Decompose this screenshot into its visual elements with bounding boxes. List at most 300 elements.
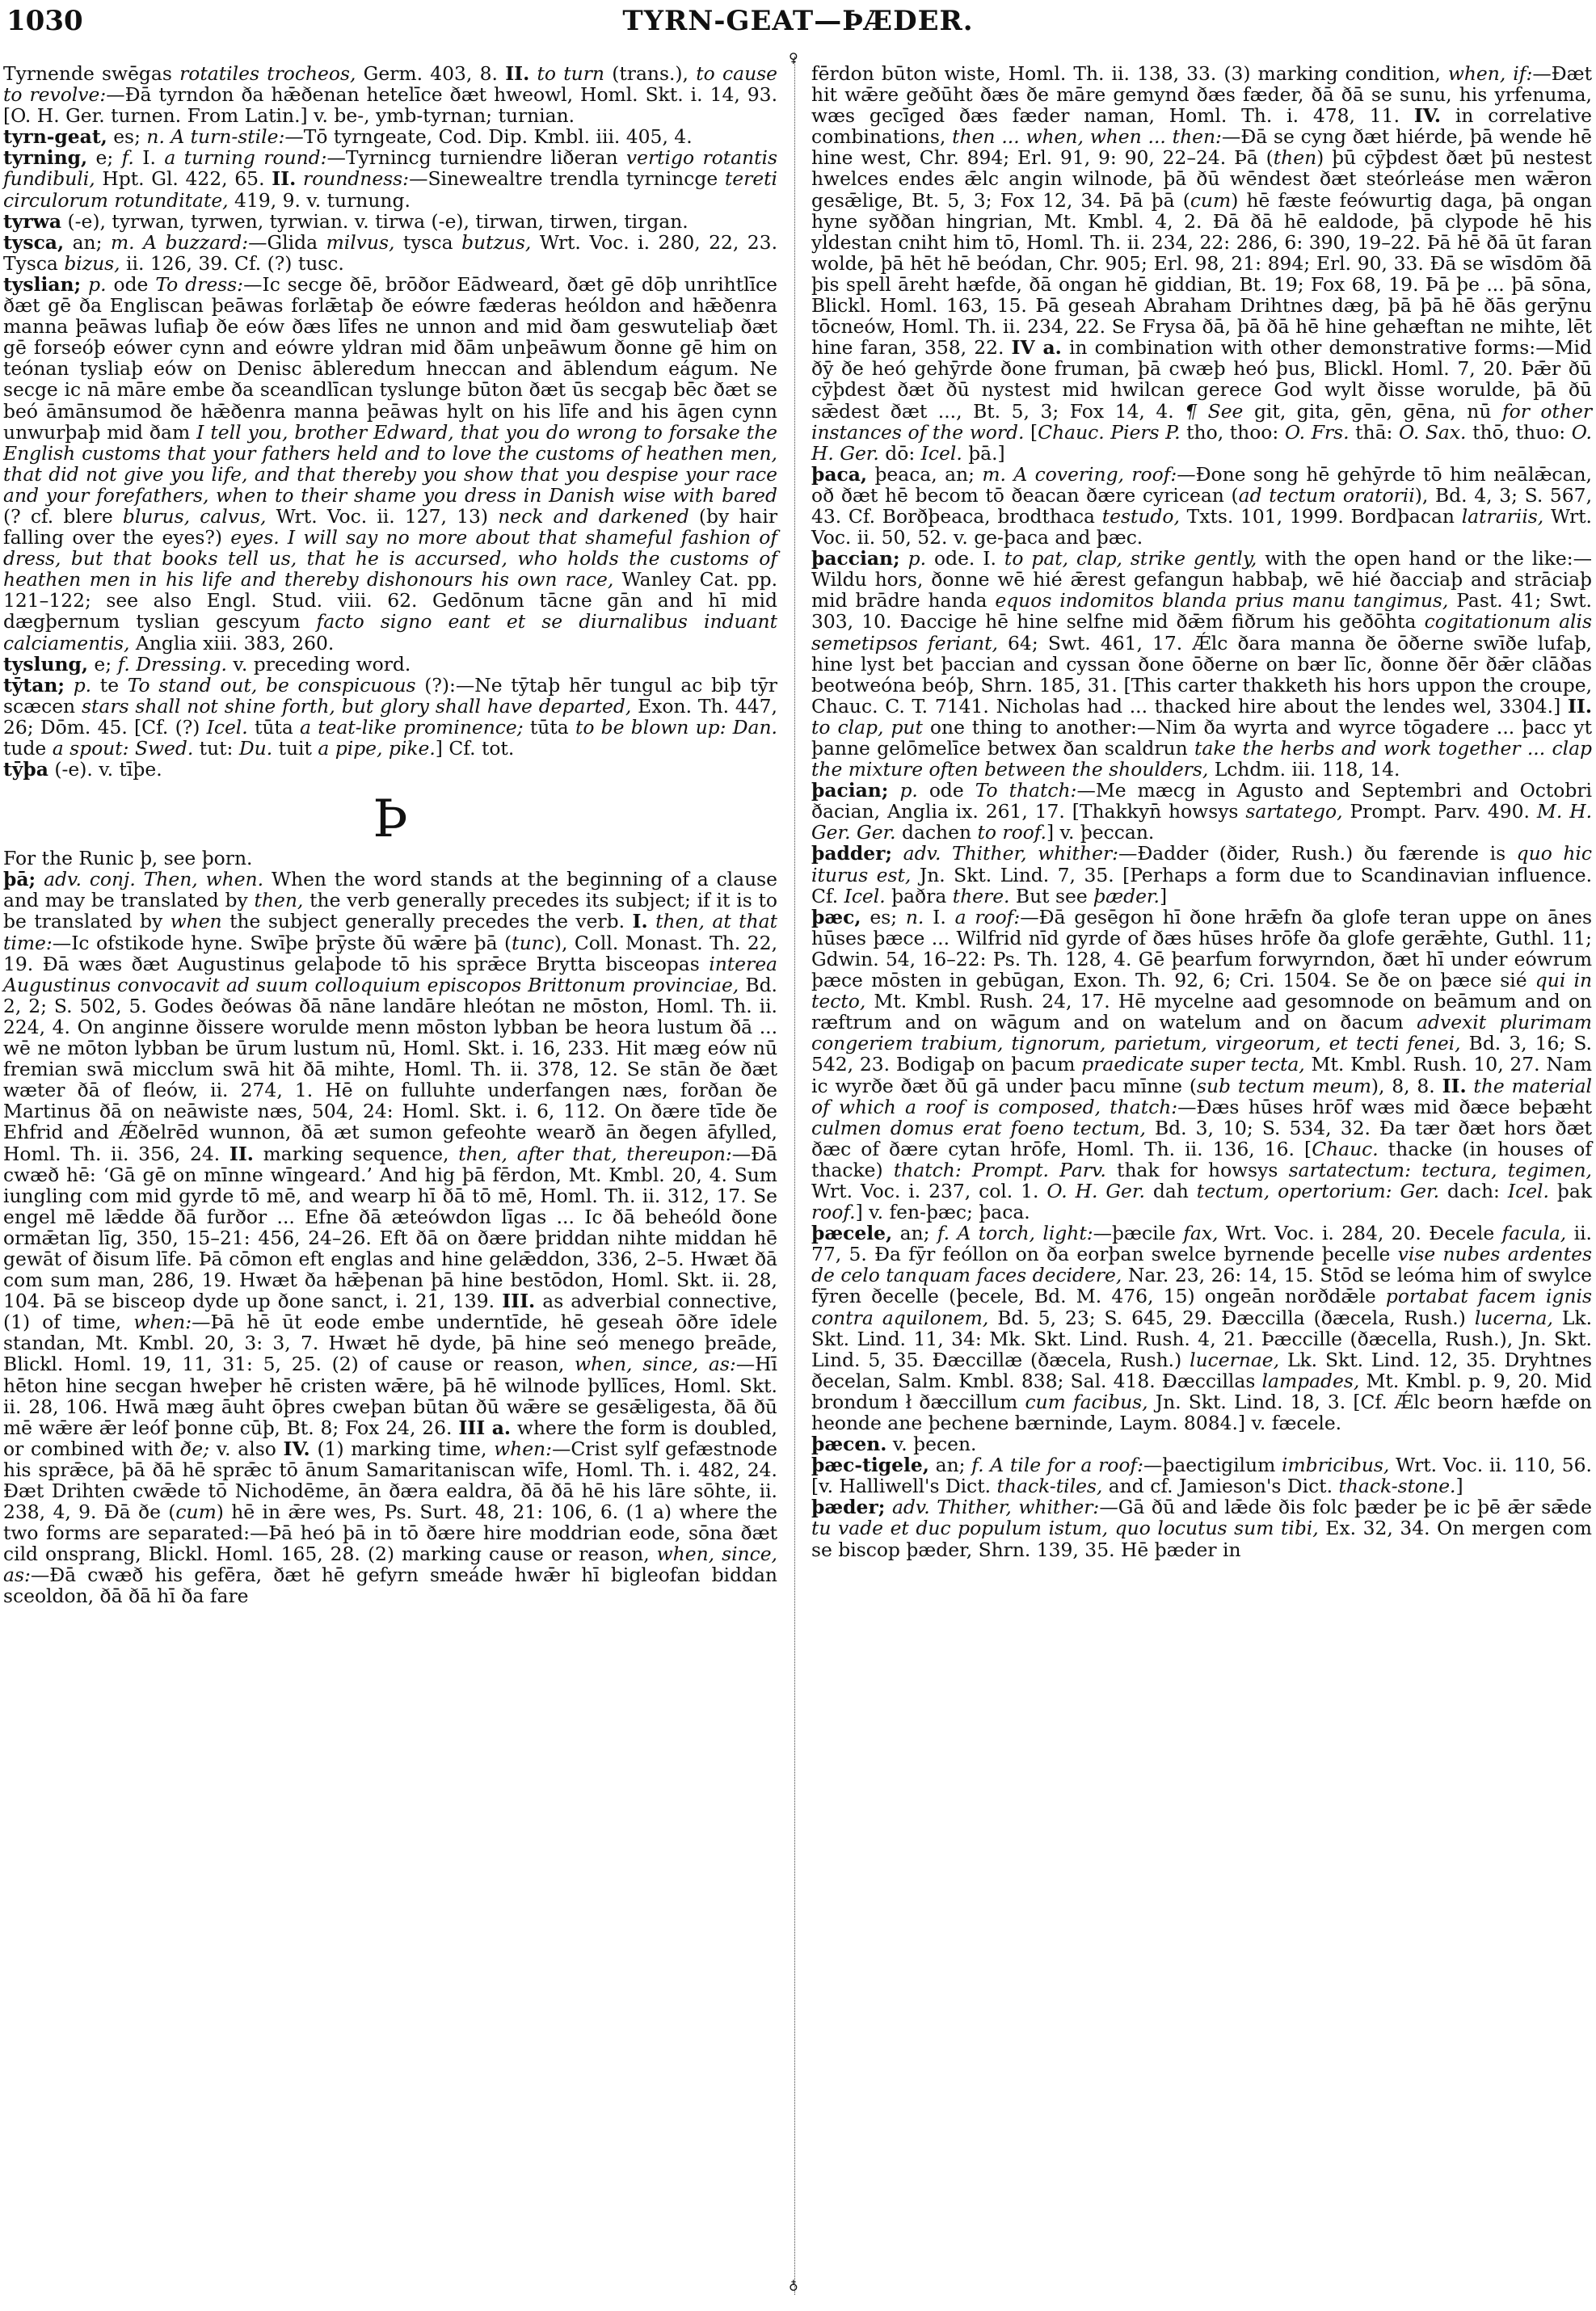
entry-text <box>892 842 903 865</box>
italic-text: O. Sax. <box>1399 420 1467 444</box>
headword: þæc-tigele, <box>811 1454 929 1477</box>
entry-text: I. <box>924 905 955 928</box>
entry-text: tho, thoo: <box>1180 420 1285 444</box>
entry-text: —þæcile <box>1093 1222 1184 1245</box>
entry-text: where the form is doubled, or combined with <box>3 1416 777 1460</box>
entry-text: (-e). v. tīþe. <box>48 758 162 781</box>
entry-text: ) hē fæste feówurtig daga, þā ongan hyne syððan hingrian, Mt. Kmbl. 4, 2. Ðā ðā hē ealdode, þā clypode hē his yldestan cniht him tō, Homl. Th. ii. 234, 22: 286, 6: 390, 19–22. Þā hē ðā ūt faran wolde, þā hēt hē beódan, Chr. 905; Erl. 98, 21: 894; Erl. 90, 33. Ðā se wīsdōm ðā þis spell āreht hæfde, ðā ongan hē giddian, Bt. 19; Fox 68, 19. Þā þe ... þā sōna, Blickl. Homl. 163, 15. Þā geseah Abraham Drihtnes dæg, þā þā hē ðās gerȳnu tōcneów, Homl. Th. ii. 234, 22. Se Frysa ðā, þā ðā hē hine gehæftan ne mihte, lēt hine faran, 358, 22. <box>811 188 1592 360</box>
italic-text: advexit plurimam congeriem trabium, tignorum, parietum, virgeorum, et tecti fenei, <box>811 1011 1592 1055</box>
italic-text: sub tectum meum <box>1196 1074 1371 1097</box>
italic-text: praedicate super tecta, <box>1081 1053 1305 1076</box>
entry-text: —þaectigilum <box>1143 1454 1282 1477</box>
entry-text: with the open hand or the like:—Wildu hors, ðonne wē hié ǣrest gefangun habbaþ, wē hié ðacciaþ and strāciaþ mid brādre handa <box>811 547 1592 612</box>
entry-text: ] v. fen-þæc; þaca. <box>855 1201 1030 1224</box>
entry-text: Wrt. Voc. ii. 50, 52. v. ge-þaca and þæc. <box>811 504 1592 549</box>
headword: þaca, <box>811 462 868 486</box>
italic-text: Icel. <box>844 884 886 907</box>
italic-text: p. <box>73 673 92 697</box>
italic-text: take the herbs and work together ... clap the mixture often between the shoulders, <box>811 737 1592 781</box>
entry-text: Lk. Skt. Lind. 12, 35. Dryhtnes ðecelan, Salm. Kmbl. 838; Sal. 418. Ðæccillas <box>811 1348 1592 1392</box>
entry-text: dō: <box>878 441 921 465</box>
entry-text: Bd. 3, 16; S. 542, 23. Bodigaþ on þacum <box>811 1032 1592 1076</box>
dictionary-entry <box>811 780 1592 843</box>
section-letter <box>3 791 777 848</box>
entry-text: —Ðā gesēgon hī ðone hrǣfn ða glofe teran uppe on ānes hūses þæce ... Wilfrid nīd gyrde of ðæs hūses hrōfe ða glofe gerǣhte, Guthl. 11; Gdwin. 54, 16–22: Ps. Th. 128, 4. Gē þearfum forwyrndon, ðæt hī under eówrum þæce mōsten in gebūgan, Exon. Th. 92, 6; Cri. 1504. Se ðe on þæce sié <box>811 905 1592 992</box>
entry-text: tysca <box>394 230 462 254</box>
italic-text: tu vade et duc populum istum, quo locutus sum tibi, <box>811 1517 1319 1540</box>
headword: tyrn-geat, <box>3 125 107 149</box>
headword: IV. <box>283 1437 310 1460</box>
italic-text: Icel. <box>206 715 248 739</box>
italic-text: equos indomitos blanda prius manu tangimus, <box>995 589 1449 612</box>
headword: þadder; <box>811 842 893 865</box>
italic-text: Dan. <box>732 715 777 739</box>
italic-text: when, since, as: <box>575 1353 736 1376</box>
entry-text <box>296 167 303 190</box>
entry-text: Mt. Kmbl. Rush. 10, 27. Nam ic wyrðe ðæt ðū gā under þacu mīnne ( <box>811 1053 1593 1097</box>
entry-text: Mt. Kmbl. p. 9, 20. Mid brondum ł ðæccillum <box>811 1369 1592 1413</box>
entry-text: git, gita, gēn, gēna, nū <box>1243 399 1502 423</box>
headword: þaccian; <box>811 547 900 570</box>
entry-text: Anglia xiii. 383, 260. <box>129 631 335 655</box>
italic-text: thack-stone. <box>1338 1475 1456 1498</box>
entry-text: I. <box>133 146 165 170</box>
entry-text: one thing to another:—Nim ða wyrta and wyrce tōgadere ... þacc yt þanne gelōmelīce betwex ðan scaldrun <box>811 715 1592 760</box>
entry-text: dah <box>1144 1179 1197 1202</box>
italic-text: cogitationum alis semetipsos feriant, <box>811 610 1592 655</box>
italic-text: ¶ See <box>1185 399 1244 423</box>
italic-text: thatch: Prompt. Parv. <box>893 1158 1106 1181</box>
column-divider <box>794 57 795 2295</box>
italic-text: to pat, clap, strike gently, <box>1004 547 1257 570</box>
entry-text: —Ðæt hit wǣre geðūht ðæs ðe māre gemynd ðæs fæder, ðā ðā se sunu, his yrfenuma, wæs gecīged ðæs fæder naman, Homl. Th. i. 478, 11. <box>811 62 1592 128</box>
right-column <box>811 63 1592 1560</box>
italic-text: bizus, <box>64 251 120 275</box>
entry-text: the subject generally precedes the verb. <box>221 910 633 933</box>
entry-text: Past. 41; Swt. 303, 10. Ðaccige hē hine selfne mid ðǣm fiðrum his geðōhta <box>811 589 1592 634</box>
entry-text: Jn. Skt. Lind. 7, 35. [Perhaps a form due to Scandinavian influence. Cf. <box>811 863 1593 907</box>
entry-text: tude <box>3 737 53 760</box>
dictionary-entry <box>3 654 777 675</box>
italic-text: O. H. Ger. <box>811 420 1592 465</box>
entry-text: the verb generally precedes its subject; if it is to be translated by <box>3 889 777 933</box>
dictionary-entry <box>3 869 777 1606</box>
entry-text: Prompt. Parv. 490. <box>1342 800 1537 823</box>
italic-text: blurus, calvus, <box>122 504 267 528</box>
entry-text: an; <box>892 1222 937 1245</box>
entry-text: —Ðā tyrndon ða hǣðenan hetelīce ðæt hweowl, Homl. Skt. i. 14, 93. [O. H. Ger. turnen. From Latin.] v. be-, ymb-tyrnan; turnian. <box>3 83 778 128</box>
entry-text: Wrt. Voc. i. 284, 20. Ðecele <box>1218 1222 1502 1245</box>
headword: tȳtan; <box>3 673 65 697</box>
italic-text: p. <box>88 272 107 296</box>
italic-text: cum facibus, <box>1025 1390 1148 1413</box>
entry-text: Nar. 23, 26: 14, 15. Stōd se leóma him of swylce fȳren ðecelle (þecele, Bd. M. 476, 15) ongeān norðdǣle <box>811 1264 1592 1308</box>
entry-text: þak <box>1548 1179 1592 1202</box>
italic-text: vise nubes ardentes de celo tanquam faces decidere, <box>811 1243 1592 1287</box>
entry-text: —Ðā se cyng ðæt hiérde, þā wende hē hine west, Chr. 894; Erl. 91, 9: 90, 22–24. Þā ( <box>811 125 1592 170</box>
entry-text: v. also <box>208 1437 284 1460</box>
dictionary-entry <box>3 147 777 210</box>
entry-text: —Me mæcg in Agusto and Septembri and Octobri ðacian, Anglia ix. 261, 17. [Thakkyn̄ howsys <box>811 779 1592 823</box>
italic-text: To thatch: <box>975 779 1077 802</box>
italic-text: lampades, <box>1261 1369 1360 1392</box>
entry-text <box>529 62 537 85</box>
entry-text <box>885 1496 892 1518</box>
italic-text: a pipe, pike. <box>318 737 436 760</box>
entry-text: ] <box>1159 884 1168 907</box>
italic-text: p. <box>907 547 927 570</box>
entry-text: þaðra <box>885 884 953 907</box>
italic-text: p. <box>899 779 918 802</box>
entry-text: Bd. 3, 10; S. 534, 32. Ða tær ðæt hors ðæt ðæc of ðære cytan hrōfe, Homl. Th. ii. 136, 16. [ <box>811 1116 1592 1160</box>
headword: tȳþa <box>3 758 48 781</box>
entry-text: Exon. Th. 447, 26; Dōm. 45. [Cf. (?) <box>3 694 777 739</box>
entry-text: ode. I. <box>926 547 1004 570</box>
italic-text: To dress: <box>155 272 244 296</box>
headword: II. <box>229 1142 254 1165</box>
entry-text: Tyrnende swēgas <box>3 62 180 85</box>
italic-text: then <box>1273 146 1317 170</box>
entry-text: ) þū cȳþdest ðæt þū nestest hwelces endes ǣlc angin wilnode, þā ðū wēndest ðæt steórleáse men wǣron gesǣlige, Bt. 5, 3; Fox 12, 34. Þā þā ( <box>811 146 1592 212</box>
entry-text <box>648 910 655 932</box>
entry-text: Þ <box>373 789 408 850</box>
italic-text: O. H. Ger. <box>1046 1179 1145 1202</box>
entry-text: v. preceding word. <box>227 652 411 676</box>
entry-text: tuit <box>272 737 318 760</box>
left-column <box>3 63 777 1607</box>
entry-text: ii. 126, 39. Cf. (?) tusc. <box>120 251 344 275</box>
entry-text: Germ. 403, 8. <box>356 62 506 85</box>
dictionary-entry <box>811 843 1592 906</box>
entry-text: fērdon būton wiste, Homl. Th. ii. 138, 33. (3) marking condition, <box>811 62 1448 85</box>
italic-text: when, since, as: <box>3 1543 777 1587</box>
italic-text: Chauc. <box>1312 1137 1379 1160</box>
dictionary-entry <box>3 274 777 654</box>
italic-text: milvus, <box>326 230 395 254</box>
dictionary-entry <box>3 759 777 780</box>
headword: þæc, <box>811 905 861 928</box>
entry-text: Lk. Skt. Lind. 11, 34: Mk. Skt. Lind. Rush. 4, 21. Þæccille (ðæcella, Rush.), Jn. Skt. Lind. 5, 35. Ðæccillæ (ðæcela, Rush.) <box>811 1306 1593 1371</box>
entry-text: ode <box>917 779 975 802</box>
entry-text: ] <box>1455 1475 1463 1498</box>
italic-text: for other instances of the word. <box>811 399 1592 444</box>
entry-text <box>726 716 733 739</box>
italic-text: roundness: <box>302 167 410 191</box>
headword: III. <box>502 1290 536 1313</box>
italic-text: a turning round: <box>164 146 327 170</box>
entry-text: Bd. 2, 2; S. 502, 5. Godes ðeówas ðā nāne landāre hleótan ne mōston, Homl. Th. ii. 224, 4. On anginne ðissere worulde menn mōston lybban be heora lustum ðā ... wē ne mōton lybban be ūrum lustum nū, Homl. Skt. i. 16, 233. Hit mæg eów nū fremian swā micclum swā hit ðā mihte, Homl. Th. ii. 378, 12. Se stān ðe ðæt wæter ðā of fleów, ii. 274, 1. Hē on fulluhte underfangen næs, forðan ðe Martinus ðā on neāwiste næs, 504, 24: Homl. Skt. i. 6, 112. On ðære tīde ðe Ehfrid and Ǽðelrēd wunnon, ðā æt sumon gefeohte wearð ān ðegen āfylled, Homl. Th. ii. 356, 24. <box>3 973 777 1165</box>
entry-text: Wrt. Voc. i. 237, col. 1. <box>811 1179 1047 1202</box>
entry-text: e; <box>87 146 122 170</box>
italic-text: I tell you, brother Edward, that you do wrong to forsake the English customs that your fathers held and to love the customs of heathen men, that did not give you life, and that thereby you show that you despise your race and your forefathers, when to their shame you dress in Danish wise with bared <box>3 420 777 507</box>
entry-text: thā: <box>1349 420 1400 444</box>
entry-text: —Sinewealtre trendla tyrnincge <box>409 167 725 191</box>
entry-text: But see <box>1009 884 1094 907</box>
entry-text: thō, thuo: <box>1466 420 1572 444</box>
dictionary-entry <box>811 1496 1592 1560</box>
entry-text: [ <box>1024 420 1038 444</box>
headword: II. <box>1442 1074 1467 1097</box>
italic-text: to be blown up: <box>575 715 726 739</box>
italic-text: culmen domus erat foeno tectum, <box>811 1116 1146 1139</box>
entry-text: Mt. Kmbl. Rush. 24, 17. Hē mycelne aad gesomnode on beāmum and on ræftrum and on wāgum and on watelum and on ðacum <box>811 990 1592 1034</box>
page-number: 1030 <box>6 5 83 37</box>
italic-text: f. Dressing. <box>117 652 227 676</box>
italic-text: thack-tiles, <box>996 1475 1103 1498</box>
entry-text: Wrt. Voc. ii. 127, 13) <box>266 504 499 528</box>
entry-text: —Ðone song hē gehȳrde tō him neālǣcan, oð ðæt hē becom tō ðeacan ðære cyricean ( <box>811 462 1592 507</box>
italic-text: tereti circulorum rotunditate, <box>3 167 778 212</box>
entry-text: (-e), tyrwan, tyrwen, tyrwian. v. tirwa (-e), tirwan, tirwen, tirgan. <box>61 209 689 233</box>
italic-text: m. A covering, roof: <box>982 462 1177 486</box>
italic-text: tunc <box>512 931 554 954</box>
italic-text: when <box>170 910 222 933</box>
italic-text: n. <box>905 905 924 928</box>
headword: þæcele, <box>811 1222 893 1245</box>
italic-text: when: <box>494 1437 552 1460</box>
headword: tyslung, <box>3 652 88 676</box>
italic-text: facula, <box>1501 1222 1567 1245</box>
italic-text: testudo, <box>1101 504 1180 528</box>
italic-text: rotatiles trocheos, <box>179 62 356 85</box>
italic-text: a teat-like prominence; <box>300 715 524 739</box>
italic-text: sartatego, <box>1245 800 1343 823</box>
italic-text: ðe; <box>180 1437 209 1460</box>
italic-text: to roof. <box>977 821 1046 844</box>
headword: II. <box>505 62 530 85</box>
entry-text <box>36 868 44 890</box>
italic-text: stars shall not shine forth, but glory shall have departed, <box>81 694 632 718</box>
italic-text: lucerna, <box>1474 1306 1553 1329</box>
italic-text: n. A turn-stile: <box>146 125 285 149</box>
entry-text: þā.] <box>962 441 1005 465</box>
italic-text: then, after that, thereupon: <box>458 1142 732 1165</box>
entry-text: —Ðadder (ðider, Rush.) ðu færende is <box>1118 842 1517 865</box>
entry-text <box>888 779 899 802</box>
entry-text: 64; Swt. 461, 17. Ǽlc ðara manna ðe ōðerne swīðe lufaþ, hine lyst bet þaccian and cyssan ðone ōðerne on bær līc, ðonne ðēr ðǣr clāðas beotweóna beóþ, Shrn. 185, 31. [This carter thakketh his hors uppon the croupe, Chauc. C. T. 7141. Nicholas had ... thacked hire about the lendes wel, 3304.] <box>811 631 1592 718</box>
italic-text: roof. <box>811 1201 856 1224</box>
italic-text: to cause to revolve: <box>3 62 777 107</box>
entry-text: Jn. Skt. Lind. 18, 3. [Cf. Ǽlc beorn hæfde on heonde ane þechene bærninde, Laym. 8084.] v. fæcele. <box>811 1390 1592 1434</box>
entry-text: ), 8, 8. <box>1371 1074 1442 1097</box>
entry-text <box>81 273 88 296</box>
italic-text: m. A buzzard: <box>110 230 249 254</box>
dictionary-entry <box>811 1454 1592 1496</box>
entry-text <box>65 674 74 697</box>
entry-text <box>900 547 908 570</box>
italic-text: eyes. I will say no more about that shameful fashion of dress, but that books tell us, that he is accursed, who holds the customs of heathen men in his life and thereby dishonours his own race, <box>3 526 777 591</box>
entry-text <box>129 737 135 760</box>
entry-text: Lchdm. iii. 118, 14. <box>1208 758 1400 781</box>
entry-text: Wrt. Voc. ii. 110, 56. [v. Halliwell's Dict. <box>811 1454 1592 1498</box>
entry-text: (trans.), <box>604 62 697 85</box>
italic-text: then, <box>254 889 304 912</box>
italic-text: to turn <box>537 62 604 85</box>
italic-text: adv. Thither, whither: <box>891 1496 1100 1519</box>
entry-text: For the Runic þ, see þorn. <box>3 847 253 870</box>
italic-text: neck and darkened <box>498 504 689 528</box>
dictionary-entry <box>811 63 1592 464</box>
italic-text: Chauc. Piers P. <box>1038 420 1181 444</box>
entry-text: 419, 9. v. turnung. <box>228 188 411 212</box>
entry-text: dachen <box>895 821 978 844</box>
italic-text: to clap, put <box>811 715 923 739</box>
italic-text: the material of which a roof is composed, thatch: <box>811 1074 1593 1118</box>
entry-text: —Ic secge ðē, brōðor Eādweard, ðæt gē dōþ unrihtlīce ðæt gē ða Engliscan þeāwas forlǣtaþ ðe eówre fæderas heóldon and hǣðenra manna þeāwas lufiaþ ðe eów ðæs līfes ne unnon and mid ðam geswuteliaþ ðæt gē forseóþ eówer cynn and eówre yldran mid ðām unþeāwum ðonne gē him on teónan tysliaþ eów on Denisc ābleredum hneccan and āblendum eágum. Ne secge ic nā māre embe ða sceandlīcan tyslunge būton ðæt ūs secgaþ bēc ðæt se beó āmānsumod ðe hǣðenra manna þeāwas hylt on his līfe and his āgen cynn unwurþaþ mid ðam <box>3 272 778 444</box>
gutter-mark-bottom: ♁ <box>789 2277 798 2292</box>
italic-text: cum <box>1190 188 1232 212</box>
entry-text: dach: <box>1439 1179 1508 1202</box>
entry-text: (1) marking time, <box>310 1437 495 1460</box>
headword: IV a. <box>1011 336 1062 360</box>
entry-text: an; <box>64 230 111 254</box>
entry-text: —Glida <box>248 230 326 254</box>
headword: tysca, <box>3 230 65 254</box>
entry-text: —Ðā cwæð his gefēra, ðæt hē gefyrn smeáde hwǣr hī bigleofan biddan sceoldon, ðā ðā hī ða fare <box>3 1564 777 1608</box>
headword: þā; <box>3 868 36 891</box>
italic-text: butzus, <box>461 230 532 254</box>
entry-text: —Gā ðū and lǣde ðis folc þæder þe ic þē ǣr sǣde <box>1099 1496 1593 1519</box>
italic-text: qui in tecto, <box>811 969 1593 1013</box>
dictionary-entry <box>811 1433 1592 1454</box>
entry-text: te <box>91 673 128 697</box>
italic-text: Icel. <box>920 441 962 465</box>
headword: I. <box>632 910 648 933</box>
entry-text: —Ðæs hūses hrōf wæs mid ðæce beþæht <box>1177 1095 1592 1118</box>
italic-text: then, at that time: <box>3 910 777 954</box>
italic-text: facto signo eant et se diurnalibus induant calciamentis, <box>3 610 777 655</box>
dictionary-entry <box>811 1223 1592 1433</box>
italic-text: portabat facem ignis contra aquilonem, <box>811 1285 1593 1329</box>
italic-text: sartatectum: tectura, tegimen, <box>1288 1158 1592 1181</box>
entry-text: —Crist sylf gefæstnode his sprǣce, þā ðā hē sprǣc tō ānum Samaritaniscan wīfe, Homl. Th. i. 482, 24. Ðæt Drihten cwǣde tō Nichodēme, ān ðæra ealdra, ðā ðā hē his lāre sōhte, ii. 238, 4, 9. Ðā ðe ( <box>3 1437 778 1524</box>
italic-text: M. H. Ger. Ger. <box>811 800 1593 844</box>
entry-text: and cf. Jamieson's Dict. <box>1102 1475 1339 1498</box>
italic-text: interea Augustinus convocavit ad suum colloquium episcopos Brittonum provinciae, <box>3 952 777 996</box>
italic-text: a spout: <box>52 737 129 760</box>
italic-text: there. <box>952 884 1010 907</box>
entry-text: —Tyrnincg turniendre liðeran <box>326 146 626 170</box>
entry-text: thak for howsys <box>1105 1158 1289 1181</box>
italic-text: f. <box>121 146 134 170</box>
entry-text: —Hī hēton hine secgan hweþer hē cristen wǣre, þā hē wilnode þyllīces, Homl. Skt. ii. 28, 106. Hwā mæg āuht ōþres cweþan būtan ðū wǣre se gesǣligesta, ðā ðū mē wǣre ǣr leóf þonne cūþ, Bt. 8; Fox 24, 26. <box>3 1353 777 1439</box>
italic-text: cum <box>175 1501 217 1524</box>
italic-text: O. Frs. <box>1284 420 1350 444</box>
headword: tyrwa <box>3 209 62 233</box>
entry-text: es; <box>107 125 147 149</box>
dictionary-entry <box>3 211 777 232</box>
entry-text: tūta <box>523 715 575 739</box>
headword: III a. <box>458 1416 512 1439</box>
italic-text: ad tectum oratorii <box>1238 483 1415 507</box>
entry-text: in combination with other demonstrative forms:—Mid ðȳ ðe heó gehȳrde ðone fruman, þā cwæþ heó þus, Blickl. Homl. 7, 20. Þǣr ðū cȳþdest ðæt ðū nystest mid hwilcan gerece God wylt ðisse worulde, þā ðū sǣdest ðæt ..., Bt. 5, 3; Fox 14, 4. <box>811 336 1592 423</box>
entry-text: v. þecen. <box>886 1433 977 1456</box>
italic-text: when, if: <box>1447 62 1533 85</box>
entry-text: —Ðā cwæð hē: ‘Gā gē on mīnne wīngeard.’ And hig þā fērdon, Mt. Kmbl. 20, 4. Sum iungling com mid gyrde tō mē, and wearp hī ðā tō mē, Homl. Th. ii. 312, 17. Se engel mē lǣdde ðā furðor ... Efne ðā ætеówdon līgas ... Ic ðā beheóld ðone ormǣtan līg, 350, 15–21: 456, 24–26. Eft ðā on ðære þriddan nihte middan hē gewāt of ðisum līfe. Þā cōmon eft englas and hine gelǣddon, 336, 2–5. Hwæt ðā com sum man, 286, 19. Hwæt ða hǣþenan þā hine bestōdon, Homl. Skt. ii. 28, 104. Þā se bisceop dyde up ðone sanct, i. 21, 139. <box>3 1142 777 1313</box>
page-header <box>0 0 1596 48</box>
entry-text: þeaca, an; <box>867 462 983 486</box>
headword: þacian; <box>811 779 889 802</box>
entry-text: marking sequence, <box>253 1142 459 1165</box>
dictionary-entry <box>811 464 1592 548</box>
entry-text: —Þā hē ūt eode embe underntīde, hē geseah ōðre īdele standan, Mt. Kmbl. 20, 3: 3, 7. Hwæt hē dyde, þā hine seó menego þreāde, Blickl. Homl. 19, 11, 31: 5, 25. (2) of cause or reason, <box>3 1311 777 1376</box>
italic-text: tectum, opertorium: Ger. <box>1196 1179 1440 1202</box>
entry-text: ) hē in ǣre wes, Ps. Surt. 48, 21: 106, 6. (1 a) where the two forms are separated:—Þā heó þā in tō ðære hire moddrian eode, sōna ðæt cild onsprang, Blickl. Homl. 165, 28. (2) marking cause or reason, <box>3 1501 777 1566</box>
italic-text: þæder. <box>1093 884 1160 907</box>
entry-text: (? cf. blere <box>3 504 123 528</box>
dictionary-entry <box>811 548 1592 780</box>
entry-text: Ex. 32, 34. On mergen com se biscop þæder, Shrn. 139, 35. Hē þæder in <box>811 1517 1592 1561</box>
entry-text: Wanley Cat. pp. 121–122; see also Engl. Stud. viii. 62. Gedōnum tācne gān and hī mid dægþernum tyslian gescyum <box>3 568 777 634</box>
entry-text: ode <box>106 272 156 296</box>
italic-text: when: <box>133 1311 192 1334</box>
italic-text: adv. Thither, whither: <box>903 842 1119 865</box>
italic-text: vertigo rotantis fundibuli, <box>3 146 778 191</box>
entry-text: ] v. þeccan. <box>1046 821 1155 844</box>
entry-text: ii. 77, 5. Ða fȳr feóllon on ða eorþan swelce byrnende þecelle <box>811 1222 1592 1266</box>
italic-text: then ... when, when ... then: <box>952 125 1222 149</box>
entry-text: Hpt. Gl. 422, 65. <box>95 167 272 191</box>
entry-text: an; <box>929 1454 972 1477</box>
gutter-mark-top: ♀ <box>789 50 798 65</box>
italic-text: f. A torch, light: <box>937 1222 1093 1245</box>
entry-text: —Ic ofstikode hyne. Swīþe þrȳste ðū wǣre þā ( <box>52 931 512 954</box>
italic-text: imbricibus, <box>1282 1454 1390 1477</box>
entry-text: Wrt. Voc. i. 280, 22, 23. Tysca <box>3 230 777 275</box>
entry-text: tut: <box>193 737 239 760</box>
dictionary-entry <box>3 126 777 147</box>
entry-text: es; <box>861 905 906 928</box>
headword: II. <box>272 167 297 191</box>
entry-text: (by hair falling over the eyes?) <box>3 504 778 549</box>
dictionary-entry <box>3 63 777 126</box>
italic-text: adv. conj. Then, when. <box>44 868 264 891</box>
dictionary-entry <box>3 848 777 869</box>
italic-text: a roof: <box>954 905 1021 928</box>
italic-text: latrariis, <box>1461 504 1544 528</box>
italic-text: Icel. <box>1507 1179 1549 1202</box>
entry-text: thacke (in houses of thacke) <box>811 1137 1592 1181</box>
entry-text: ] Cf. tot. <box>435 737 515 760</box>
italic-text: lucernae, <box>1190 1348 1280 1371</box>
entry-text: When the word stands at the beginning of a clause and may be translated by <box>3 868 778 912</box>
italic-text: quo hic iturus est, <box>811 842 1592 886</box>
entry-text: ), Coll. Monast. Th. 22, 19. Ðā wæs ðæt Augustinus gelaþode tō his sprǣce Brytta bisceopas <box>3 931 777 975</box>
headword: tyrning, <box>3 146 88 170</box>
page-title: TYRN-GEAT—ÞÆDER. <box>622 5 974 37</box>
entry-text: (?):—Ne tȳtaþ hēr tungul ac biþ tȳr scæcen <box>3 673 777 718</box>
entry-text: in correlative combinations, <box>811 104 1592 149</box>
headword: þæder; <box>811 1496 886 1519</box>
entry-text: tūta <box>247 715 301 739</box>
entry-text: e; <box>87 652 118 676</box>
headword: tyslian; <box>3 272 82 296</box>
dictionary-entry <box>3 675 777 759</box>
dictionary-entry <box>811 907 1592 1223</box>
dictionary-entry <box>3 232 777 274</box>
entry-text: Bd. 5, 23; S. 645, 29. Ðæccilla (ðæcela, Rush.) <box>988 1306 1475 1329</box>
entry-text: as adverbial connective, (1) of time, <box>3 1290 778 1334</box>
headword: þæcen. <box>811 1433 887 1456</box>
italic-text: fax, <box>1183 1222 1219 1245</box>
headword: II. <box>1567 694 1592 718</box>
entry-text: Txts. 101, 1999. Bordþacan <box>1179 504 1462 528</box>
italic-text: Swed. <box>134 737 194 760</box>
italic-text: f. A tile for a roof: <box>971 1454 1143 1477</box>
entry-text: —Tō tyrngeate, Cod. Dip. Kmbl. iii. 405, 4. <box>284 125 693 149</box>
entry-text: ), Bd. 4, 3; S. 567, 43. Cf. Borðþeaca, brodthaca <box>811 483 1592 528</box>
italic-text: To stand out, be conspicuous <box>127 673 416 697</box>
